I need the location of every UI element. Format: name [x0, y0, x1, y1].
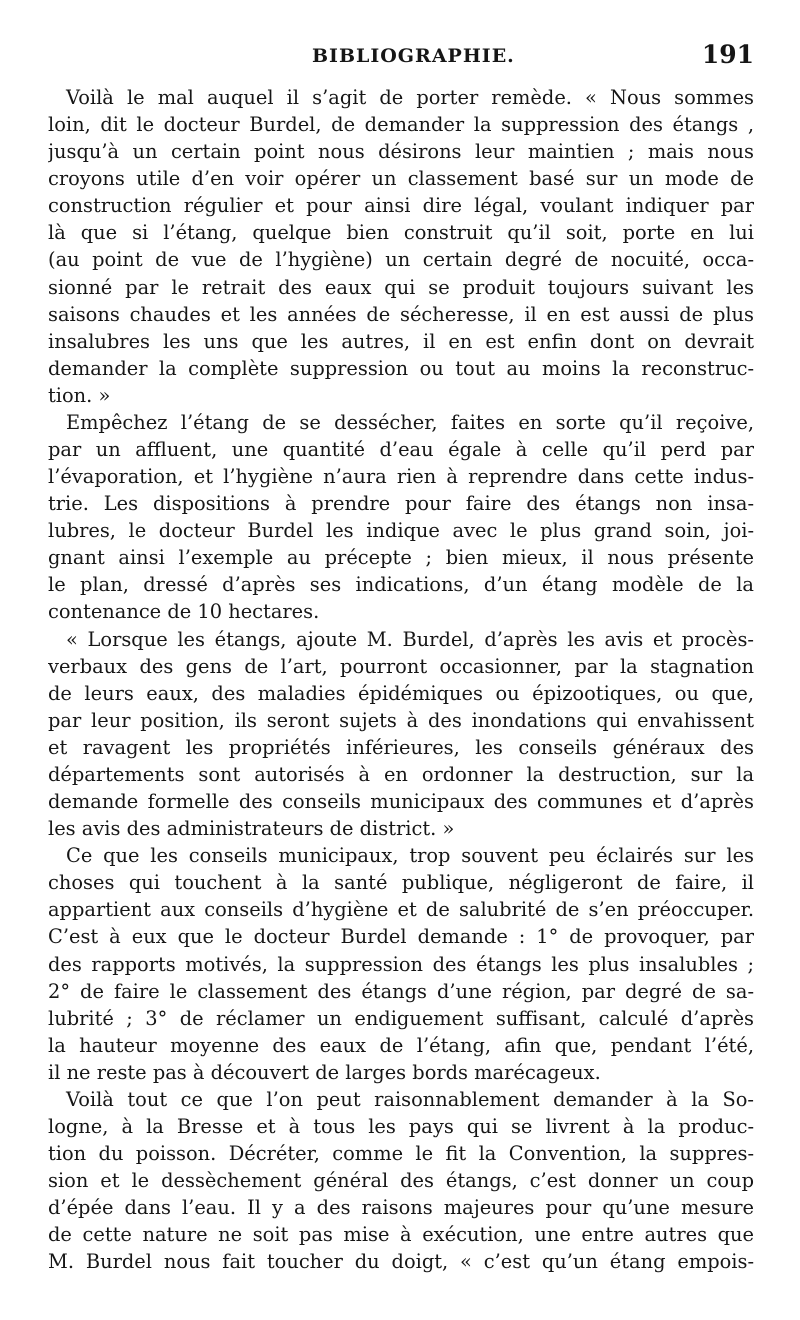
- text-line: demander la complète suppression ou tout au moins la reconstruc-: [48, 356, 754, 380]
- text-line: C’est à eux que le docteur Burdel demande : 1° de provoquer, par: [48, 925, 754, 949]
- text-line: de cette nature ne soit pas mise à exécution, une entre autres que: [48, 1223, 754, 1247]
- text-line: des rapports motivés, la suppression des étangs les plus insalubles ;: [48, 952, 754, 976]
- text-line: 2° de faire le classement des étangs d’une région, par degré de sa-: [48, 979, 754, 1003]
- text-line: sionné par le retrait des eaux qui se produit toujours suivant les: [48, 275, 754, 299]
- text-line: construction régulier et pour ainsi dire légal, voulant indiquer par: [48, 194, 754, 218]
- text-line: le plan, dressé d’après ses indications, d’un étang modèle de la: [48, 573, 754, 597]
- text-line: sion et le dessèchement général des étangs, c’est donner un coup: [48, 1169, 754, 1193]
- text-line: verbaux des gens de l’art, pourront occasionner, par la stagnation: [48, 654, 754, 678]
- text-line: départements sont autorisés à en ordonner la destruction, sur la: [48, 762, 754, 786]
- text-line: la hauteur moyenne des eaux de l’étang, afin que, pendant l’été,: [48, 1033, 754, 1057]
- text-line: tion. »: [48, 383, 111, 407]
- text-line: logne, à la Bresse et à tous les pays qui se livrent à la produc-: [48, 1114, 754, 1138]
- page-number: 191: [701, 40, 754, 69]
- text-line: « Lorsque les étangs, ajoute M. Burdel, d’après les avis et procès-: [66, 627, 754, 651]
- text-line: demande formelle des conseils municipaux des communes et d’après: [48, 790, 754, 814]
- running-title: BIBLIOGRAPHIE.: [312, 45, 515, 67]
- text-line: les avis des administrateurs de district. »: [48, 817, 455, 841]
- text-line: jusqu’à un certain point nous désirons leur maintien ; mais nous: [48, 140, 754, 164]
- text-line: Voilà tout ce que l’on peut raisonnablement demander à la So-: [66, 1087, 754, 1111]
- text-line: appartient aux conseils d’hygiène et de salubrité de s’en préoccuper.: [48, 898, 754, 922]
- text-line: là que si l’étang, quelque bien construit qu’il soit, porte en lui: [48, 221, 754, 245]
- text-line: de leurs eaux, des maladies épidémiques ou épizootiques, ou que,: [48, 681, 754, 705]
- text-line: insalubres les uns que les autres, il en est enfin dont on devrait: [48, 329, 754, 353]
- text-line: et ravagent les propriétés inférieures, les conseils généraux des: [48, 735, 754, 759]
- text-line: M. Burdel nous fait toucher du doigt, « c’est qu’un étang empois-: [48, 1250, 754, 1274]
- text-line: par un affluent, une quantité d’eau égale à celle qu’il perd par: [48, 438, 754, 462]
- body-text: [48, 84, 754, 1275]
- text-line: trie. Les dispositions à prendre pour faire des étangs non insa-: [48, 492, 754, 516]
- text-line: Voilà le mal auquel il s’agit de porter remède. « Nous sommes: [66, 86, 754, 109]
- text-line: tion du poisson. Décréter, comme le fit la Convention, la suppres-: [48, 1142, 754, 1166]
- text-line: lubres, le docteur Burdel les indique avec le plus grand soin, joi-: [48, 519, 754, 543]
- text-line: contenance de 10 hectares.: [48, 600, 320, 624]
- text-line: saisons chaudes et les années de sécheresse, il en est aussi de plus: [48, 302, 754, 326]
- text-line: Ce que les conseils municipaux, trop souvent peu éclairés sur les: [66, 844, 754, 868]
- text-line: l’évaporation, et l’hygiène n’aura rien à reprendre dans cette indus-: [48, 465, 754, 489]
- text-line: lubrité ; 3° de réclamer un endiguement suffisant, calculé d’après: [48, 1006, 754, 1030]
- text-line: (au point de vue de l’hygiène) un certain degré de nocuité, occa-: [48, 248, 754, 272]
- page-header: [48, 40, 754, 72]
- text-line: choses qui touchent à la santé publique, négligeront de faire, il: [48, 871, 754, 895]
- text-line: d’épée dans l’eau. Il y a des raisons majeures pour qu’une mesure: [48, 1196, 754, 1220]
- text-line: gnant ainsi l’exemple au précepte ; bien mieux, il nous présente: [48, 546, 754, 570]
- text-line: Empêchez l’étang de se dessécher, faites en sorte qu’il reçoive,: [66, 410, 754, 434]
- text-line: par leur position, ils seront sujets à des inondations qui envahissent: [48, 708, 754, 732]
- bleed-through-footer: [150, 1290, 710, 1310]
- text-line: loin, dit le docteur Burdel, de demander la suppression des étangs ,: [48, 113, 754, 137]
- text-line: croyons utile d’en voir opérer un classement basé sur un mode de: [48, 167, 754, 191]
- text-line: il ne reste pas à découvert de larges bords marécageux.: [48, 1060, 601, 1084]
